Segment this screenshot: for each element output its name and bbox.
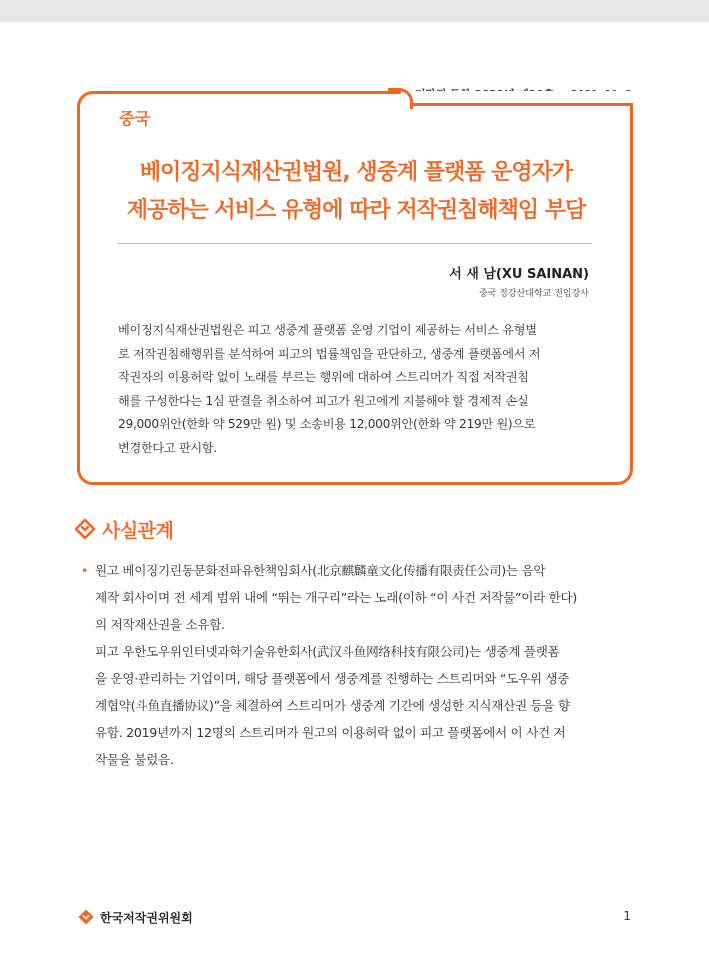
organization-name: 한국저작권위원회 [100,910,193,925]
abstract-line: 베이징지식재산권법원은 피고 생중계 플랫폼 운영 기업이 제공하는 서비스 유형별 [118,323,537,337]
body-line: 제작 회사이며 전 세계 범위 내에 “뛰는 개구리”라는 노래(이하 “이 사건 저작물”이라 한다) [95,590,577,605]
facts-body [81,557,641,773]
body-line: 작물을 불렀음. [95,752,174,767]
abstract-line: 작권자의 이용허락 없이 노래를 부르는 행위에 대하여 스트리머가 직접 저작권침 [118,370,529,384]
section-title: 사실관계 [102,519,174,542]
abstract-line: 해를 구성한다는 1심 판결을 취소하여 피고가 원고에게 지불해야 할 경제적 손실 [118,393,529,408]
article-title [100,154,612,230]
body-line: 의 저작재산권을 소유함. [95,617,225,632]
body-line: 을 운영·관리하는 기업이며, 해당 플랫폼에서 생중계를 진행하는 스트리머와 “도우위 생중 [95,671,570,686]
body-line: 원고 베이징기린동문화전파유한책임회사(北京麒麟童文化传播有限责任公司)는 음악 [95,563,546,578]
frame-step-line [405,103,633,106]
author-name: 서 새 남(XU SAINAN) [449,267,589,282]
abstract-line: 변경한다고 판시함. [118,440,217,455]
bullet-marker: • [81,563,89,578]
copyright-commission-logo-icon [77,908,95,926]
page-number: 1 [623,909,631,923]
title-divider [118,243,592,244]
diamond-arrow-icon [74,518,96,540]
author-affiliation: 중국 정강산대학교 전임강사 [478,289,589,299]
country-category: 중국 [119,109,150,128]
body-line: 계협약(斗鱼直播协议)”을 체결하여 스트리머가 생중계 기간에 생성한 지식재산권 등을 향 [95,698,570,713]
body-line: 유함. 2019년까지 12명의 스트리머가 원고의 이용허락 없이 피고 플랫폼에서 이 사건 저 [95,725,566,740]
abstract-line: 29,000위안(한화 약 529만 원) 및 소송비용 12,000위안(한화 약 219만 원)으로 [118,417,536,431]
footer-logo [77,908,193,926]
top-stripe [0,0,709,22]
section-heading [74,516,173,542]
title-line: 제공하는 서비스 유형에 따라 저작권침해책임 부담 [126,198,586,223]
article-abstract [118,319,594,460]
body-line: 피고 우한도우위인터넷과학기술유한회사(武汉斗鱼网络科技有限公司)는 생중계 플랫폼 [95,644,560,659]
abstract-line: 로 저작권침해행위를 분석하여 피고의 법률책임을 판단하고, 생중계 플랫폼에서 저 [118,346,541,361]
title-line: 베이징지식재산권법원, 생중계 플랫폼 운영자가 [139,160,573,185]
